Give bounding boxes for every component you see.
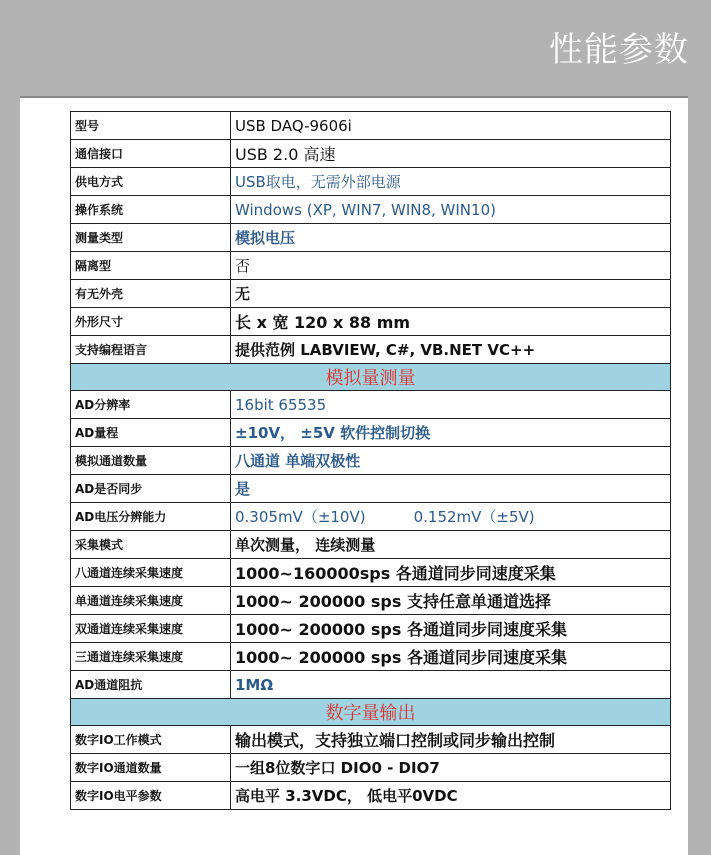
spec-value: 一组8位数字口 DIO0 - DIO7 bbox=[231, 754, 671, 782]
spec-label: 型号 bbox=[71, 112, 231, 140]
spec-label: 单通道连续采集速度 bbox=[71, 587, 231, 615]
spec-label: 测量类型 bbox=[71, 224, 231, 252]
spec-label: 三通道连续采集速度 bbox=[71, 643, 231, 671]
spec-row bbox=[71, 503, 671, 531]
spec-row bbox=[71, 587, 671, 615]
spec-row bbox=[71, 280, 671, 308]
spec-value bbox=[231, 503, 671, 531]
spec-value: 长 x 宽 120 x 88 mm bbox=[231, 308, 671, 336]
section-analog bbox=[71, 364, 671, 391]
spec-row bbox=[71, 475, 671, 503]
spec-row bbox=[71, 168, 671, 196]
spec-value: 无 bbox=[231, 280, 671, 308]
spec-label: 支持编程语言 bbox=[71, 336, 231, 364]
section-analog-title: 模拟量测量 bbox=[71, 364, 671, 391]
spec-row bbox=[71, 754, 671, 782]
spec-value: 八通道 单端双极性 bbox=[231, 447, 671, 475]
spec-value: 提供范例 LABVIEW, C#, VB.NET VC++ bbox=[231, 336, 671, 364]
spec-label: 供电方式 bbox=[71, 168, 231, 196]
spec-row bbox=[71, 726, 671, 754]
spec-row bbox=[71, 140, 671, 168]
spec-value: 1000~160000sps 各通道同步同速度采集 bbox=[231, 559, 671, 587]
spec-value: 16bit 65535 bbox=[231, 391, 671, 419]
spec-label: AD是否同步 bbox=[71, 475, 231, 503]
spec-label: AD通道阻抗 bbox=[71, 671, 231, 699]
spec-row bbox=[71, 196, 671, 224]
spec-row bbox=[71, 252, 671, 280]
spec-label: 隔离型 bbox=[71, 252, 231, 280]
spec-value: USB 2.0 高速 bbox=[231, 140, 671, 168]
spec-row bbox=[71, 559, 671, 587]
spec-table-body bbox=[71, 112, 671, 810]
spec-label: 双通道连续采集速度 bbox=[71, 615, 231, 643]
spec-label: 操作系统 bbox=[71, 196, 231, 224]
spec-row bbox=[71, 224, 671, 252]
spec-row bbox=[71, 336, 671, 364]
spec-row bbox=[71, 643, 671, 671]
spec-label: 数字IO电平参数 bbox=[71, 782, 231, 810]
section-digital-title: 数字量输出 bbox=[71, 699, 671, 726]
spec-row bbox=[71, 671, 671, 699]
spec-row bbox=[71, 615, 671, 643]
spec-label: 采集模式 bbox=[71, 531, 231, 559]
spec-label: 有无外壳 bbox=[71, 280, 231, 308]
spec-value: 高电平 3.3VDC， 低电平0VDC bbox=[231, 782, 671, 810]
spec-value: USB取电，无需外部电源 bbox=[231, 168, 671, 196]
spec-value: Windows (XP, WIN7, WIN8, WIN10) bbox=[231, 196, 671, 224]
spec-row bbox=[71, 531, 671, 559]
spec-table bbox=[70, 111, 671, 810]
spec-value: 1000~ 200000 sps 各通道同步同速度采集 bbox=[231, 643, 671, 671]
spec-row bbox=[71, 308, 671, 336]
spec-label: AD电压分辨能力 bbox=[71, 503, 231, 531]
spec-value: 输出模式，支持独立端口控制或同步输出控制 bbox=[231, 726, 671, 754]
spec-value: 1000~ 200000 sps 支持任意单通道选择 bbox=[231, 587, 671, 615]
page-title: 性能参数 bbox=[549, 30, 689, 70]
spec-label: 数字IO通道数量 bbox=[71, 754, 231, 782]
spec-value: USB DAQ-9606i bbox=[231, 112, 671, 140]
spec-value: 1000~ 200000 sps 各通道同步同速度采集 bbox=[231, 615, 671, 643]
spec-value-part: 0.305mV（±10V) bbox=[235, 508, 366, 526]
spec-value-part: 0.152mV（±5V) bbox=[413, 508, 535, 526]
spec-label: AD量程 bbox=[71, 419, 231, 447]
spec-label: 数字IO工作模式 bbox=[71, 726, 231, 754]
spec-value: 1MΩ bbox=[231, 671, 671, 699]
spec-label: AD分辨率 bbox=[71, 391, 231, 419]
section-digital bbox=[71, 699, 671, 726]
spec-row bbox=[71, 419, 671, 447]
spec-value: 否 bbox=[231, 252, 671, 280]
spec-row bbox=[71, 112, 671, 140]
spec-label: 外形尺寸 bbox=[71, 308, 231, 336]
spec-value: 单次测量， 连续测量 bbox=[231, 531, 671, 559]
spec-label: 模拟通道数量 bbox=[71, 447, 231, 475]
spec-value: 是 bbox=[231, 475, 671, 503]
spec-sheet bbox=[20, 96, 688, 855]
spec-row bbox=[71, 447, 671, 475]
spec-value: ±10V， ±5V 软件控制切换 bbox=[231, 419, 671, 447]
spec-label: 八通道连续采集速度 bbox=[71, 559, 231, 587]
spec-value: 模拟电压 bbox=[231, 224, 671, 252]
spec-row bbox=[71, 391, 671, 419]
spec-row bbox=[71, 782, 671, 810]
spec-label: 通信接口 bbox=[71, 140, 231, 168]
